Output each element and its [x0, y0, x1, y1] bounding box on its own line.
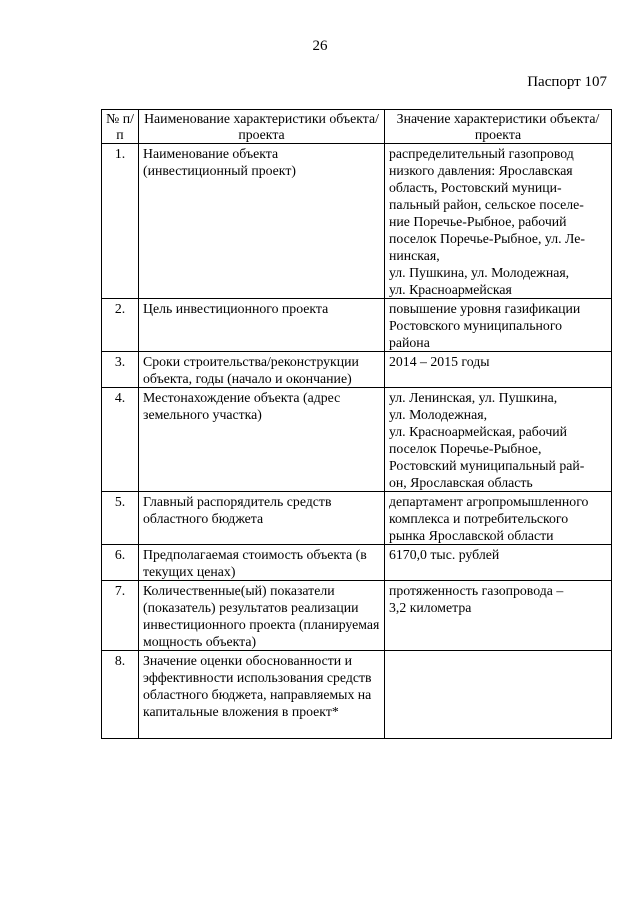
table-row [102, 388, 612, 492]
row-number: 3. [102, 352, 139, 388]
row-value [385, 388, 612, 492]
row-name: Цель инвестиционного проекта [139, 299, 385, 352]
row-value [385, 352, 612, 388]
page-number: 26 [312, 38, 328, 54]
row-value [385, 299, 612, 352]
row-value [385, 651, 612, 739]
value-line: ул. Ленинская, ул. Пушкина, [389, 390, 558, 405]
row-number: 6. [102, 545, 139, 581]
row-name: Сроки строительства/реконструкции объекта, годы (начало и окончание) [139, 352, 385, 388]
row-value [385, 492, 612, 545]
value-line: ние Поречье-Рыбное, рабочий [389, 214, 567, 229]
row-number: 7. [102, 581, 139, 651]
value-line: рынка Ярославской области [389, 528, 554, 543]
value-line: он, Ярославская область [389, 475, 533, 490]
value-line: поселок Поречье-Рыбное, [389, 441, 542, 456]
value-line: 6170,0 тыс. рублей [389, 547, 500, 562]
row-value [385, 545, 612, 581]
table-row [102, 492, 612, 545]
value-line: района [389, 335, 430, 350]
value-line: департамент агропромышленного [389, 494, 589, 509]
header-characteristic-name: Наименование характеристики объекта/проекта [139, 110, 385, 144]
value-line: ул. Красноармейская, рабочий [389, 424, 568, 439]
header-number: № п/п [102, 110, 139, 144]
row-value [385, 144, 612, 299]
header-characteristic-value: Значение характеристики объекта/проекта [385, 110, 612, 144]
value-line: ул. Молодежная, [389, 407, 488, 422]
row-number: 5. [102, 492, 139, 545]
row-number: 1. [102, 144, 139, 299]
table-row [102, 352, 612, 388]
passport-title: Паспорт 107 [527, 74, 607, 90]
row-name: Предполагаемая стоимость объекта (в текущих ценах) [139, 545, 385, 581]
row-number: 2. [102, 299, 139, 352]
value-line: область, Ростовский муници- [389, 180, 562, 195]
value-line: Ростовского муниципального [389, 318, 563, 333]
value-line: ул. Пушкина, ул. Молодежная, [389, 265, 570, 280]
value-line: ул. Красноармейская [389, 282, 512, 297]
value-line: 3,2 километра [389, 600, 472, 615]
row-number: 8. [102, 651, 139, 739]
value-line: протяженность газопровода – [389, 583, 564, 598]
value-line: распределительный газопровод [389, 146, 574, 161]
table-row [102, 581, 612, 651]
value-line: пальный район, сельское поселе- [389, 197, 584, 212]
row-name: Значение оценки обоснованности и эффективности использования средств областного бюджета, направляемых на капитальные вложения в проект* [139, 651, 385, 739]
value-line: низкого давления: Ярославская [389, 163, 573, 178]
value-line: комплекса и потребительского [389, 511, 569, 526]
row-number: 4. [102, 388, 139, 492]
row-value [385, 581, 612, 651]
table-header-row [102, 110, 612, 144]
value-line: поселок Поречье-Рыбное, ул. Ле- [389, 231, 585, 246]
table-row [102, 144, 612, 299]
table-row [102, 299, 612, 352]
row-name: Местонахождение объекта (адрес земельного участка) [139, 388, 385, 492]
value-line: 2014 – 2015 годы [389, 354, 490, 369]
passport-table [101, 109, 612, 739]
row-name: Главный распорядитель средств областного бюджета [139, 492, 385, 545]
row-name: Количественные(ый) показатели (показатель) результатов реализации инвестиционного проекта (планируемая мощность объекта) [139, 581, 385, 651]
value-line: Ростовский муниципальный рай- [389, 458, 585, 473]
table-row [102, 545, 612, 581]
value-line: повышение уровня газификации [389, 301, 581, 316]
value-line: нинская, [389, 248, 440, 263]
row-name: Наименование объекта (инвестиционный проект) [139, 144, 385, 299]
table-row [102, 651, 612, 739]
